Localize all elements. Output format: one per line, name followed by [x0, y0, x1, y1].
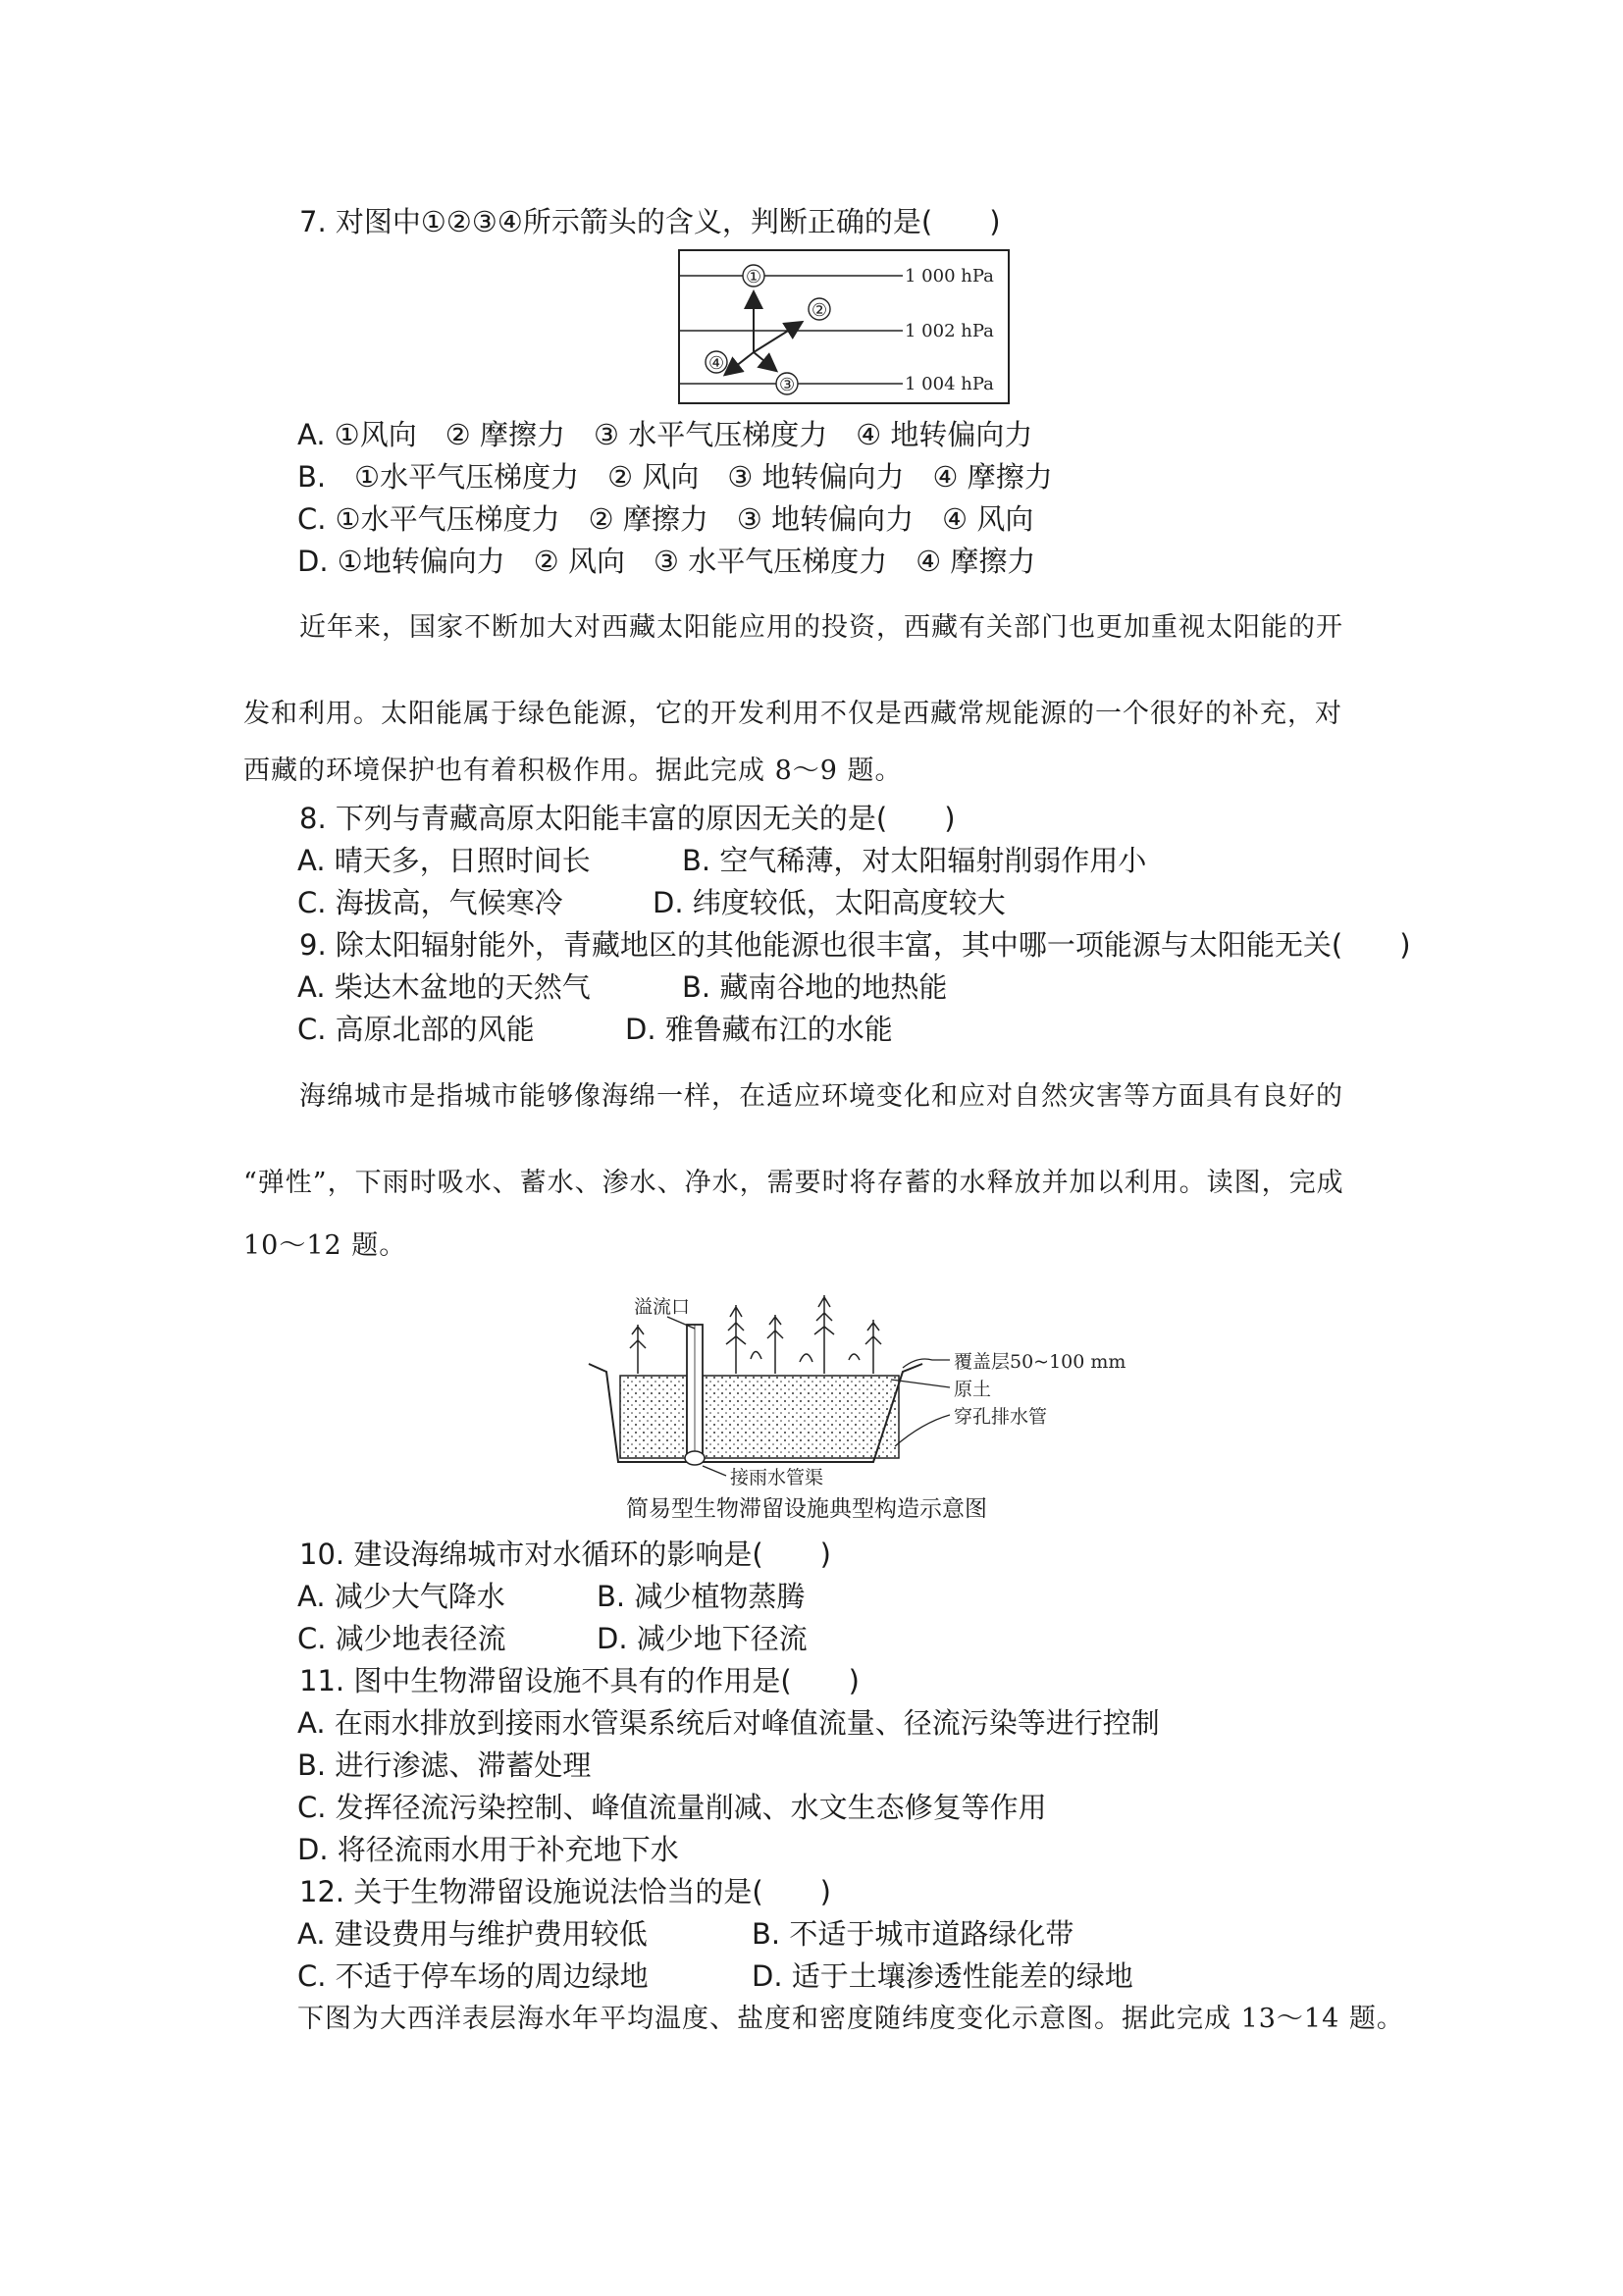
q11-option-a[interactable]: A. 在雨水排放到接雨水管渠系统后对峰值流量、径流污染等进行控制	[297, 1706, 1160, 1740]
isobar-label-1000: 1 000 hPa	[905, 266, 994, 287]
isobar-figure	[677, 248, 1011, 405]
q11-option-c[interactable]: C. 发挥径流污染控制、峰值流量削减、水文生态修复等作用	[297, 1791, 1047, 1824]
passage2-line-2: “弹性”，下雨时吸水、蓄水、渗水、净水，需要时将存蓄的水释放并加以利用。读图，完成	[243, 1168, 1344, 1198]
passage2-line-3: 10～12 题。	[243, 1230, 407, 1261]
q12-option-d[interactable]: D. 适于土壤渗透性能差的绿地	[752, 1959, 1133, 1993]
passage1-line-3: 西藏的环境保护也有着积极作用。据此完成 8～9 题。	[243, 756, 903, 786]
passage1-line-2: 发和利用。太阳能属于绿色能源，它的开发利用不仅是西藏常规能源的一个很好的补充，对	[243, 699, 1342, 729]
q11-option-b[interactable]: B. 进行渗滤、滞蓄处理	[297, 1748, 592, 1782]
q7-option-d[interactable]: D. ①地转偏向力 ② 风向 ③ 水平气压梯度力 ④ 摩擦力	[297, 545, 1036, 578]
q11-option-d[interactable]: D. 将径流雨水用于补充地下水	[297, 1833, 679, 1866]
q10-option-d[interactable]: D. 减少地下径流	[597, 1622, 808, 1655]
q7-option-a[interactable]: A. ①风向 ② 摩擦力 ③ 水平气压梯度力 ④ 地转偏向力	[297, 418, 1033, 451]
q7-option-c[interactable]: C. ①水平气压梯度力 ② 摩擦力 ③ 地转偏向力 ④ 风向	[297, 502, 1034, 536]
q9-option-d[interactable]: D. 雅鲁藏布江的水能	[625, 1013, 893, 1046]
label-cover: 覆盖层50~100 mm	[954, 1351, 1126, 1373]
q8-option-d[interactable]: D. 纬度较低，太阳高度较大	[653, 886, 1006, 919]
soil-bed	[703, 1376, 899, 1458]
marker-1: ①	[746, 267, 762, 287]
label-pipe: 穿孔排水管	[954, 1406, 1048, 1428]
passage2-line-1: 海绵城市是指城市能够像海绵一样，在适应环境变化和应对自然灾害等方面具有良好的	[299, 1081, 1343, 1112]
q8-stem: 8. 下列与青藏高原太阳能丰富的原因无关的是( )	[299, 802, 956, 835]
q9-option-b[interactable]: B. 藏南谷地的地热能	[682, 970, 948, 1004]
q10-stem: 10. 建设海绵城市对水循环的影响是( )	[299, 1538, 831, 1571]
passage3: 下图为大西洋表层海水年平均温度、盐度和密度随纬度变化示意图。据此完成 13～14 题。	[297, 2004, 1404, 2034]
q8-option-b[interactable]: B. 空气稀薄，对太阳辐射削弱作用小	[682, 844, 1147, 877]
q11-stem: 11. 图中生物滞留设施不具有的作用是( )	[299, 1664, 860, 1697]
isobar-label-1002: 1 002 hPa	[905, 321, 994, 341]
left-chamber	[620, 1376, 687, 1458]
q12-option-c[interactable]: C. 不适于停车场的周边绿地	[297, 1959, 649, 1993]
q12-option-b[interactable]: B. 不适于城市道路绿化带	[752, 1917, 1074, 1951]
q9-stem: 9. 除太阳辐射能外，青藏地区的其他能源也很丰富，其中哪一项能源与太阳能无关( )	[299, 928, 1411, 962]
q10-option-b[interactable]: B. 减少植物蒸腾	[597, 1580, 806, 1613]
q10-option-c[interactable]: C. 减少地表径流	[297, 1622, 506, 1655]
label-soil: 原土	[954, 1379, 992, 1400]
passage1-line-1: 近年来，国家不断加大对西藏太阳能应用的投资，西藏有关部门也更加重视太阳能的开	[299, 612, 1343, 643]
label-overflow: 溢流口	[634, 1296, 691, 1318]
q10-option-a[interactable]: A. 减少大气降水	[297, 1580, 505, 1613]
bioretention-figure	[579, 1266, 1128, 1491]
label-rain: 接雨水管渠	[730, 1467, 824, 1488]
q9-option-a[interactable]: A. 柴达木盆地的天然气	[297, 970, 591, 1004]
q7-stem: 7. 对图中①②③④所示箭头的含义，判断正确的是( )	[299, 205, 1001, 238]
marker-4: ④	[708, 353, 725, 374]
isobar-label-1004: 1 004 hPa	[905, 374, 994, 394]
q7-option-b[interactable]: B. ①水平气压梯度力 ② 风向 ③ 地转偏向力 ④ 摩擦力	[297, 460, 1053, 494]
q8-option-a[interactable]: A. 晴天多，日照时间长	[297, 844, 591, 877]
marker-3: ③	[779, 375, 796, 395]
q8-option-c[interactable]: C. 海拔高，气候寒冷	[297, 886, 563, 919]
q12-stem: 12. 关于生物滞留设施说法恰当的是( )	[299, 1875, 831, 1908]
marker-2: ②	[812, 300, 828, 321]
figure2-caption: 简易型生物滞留设施典型构造示意图	[626, 1496, 987, 1522]
q12-option-a[interactable]: A. 建设费用与维护费用较低	[297, 1917, 648, 1951]
q9-option-c[interactable]: C. 高原北部的风能	[297, 1013, 535, 1046]
